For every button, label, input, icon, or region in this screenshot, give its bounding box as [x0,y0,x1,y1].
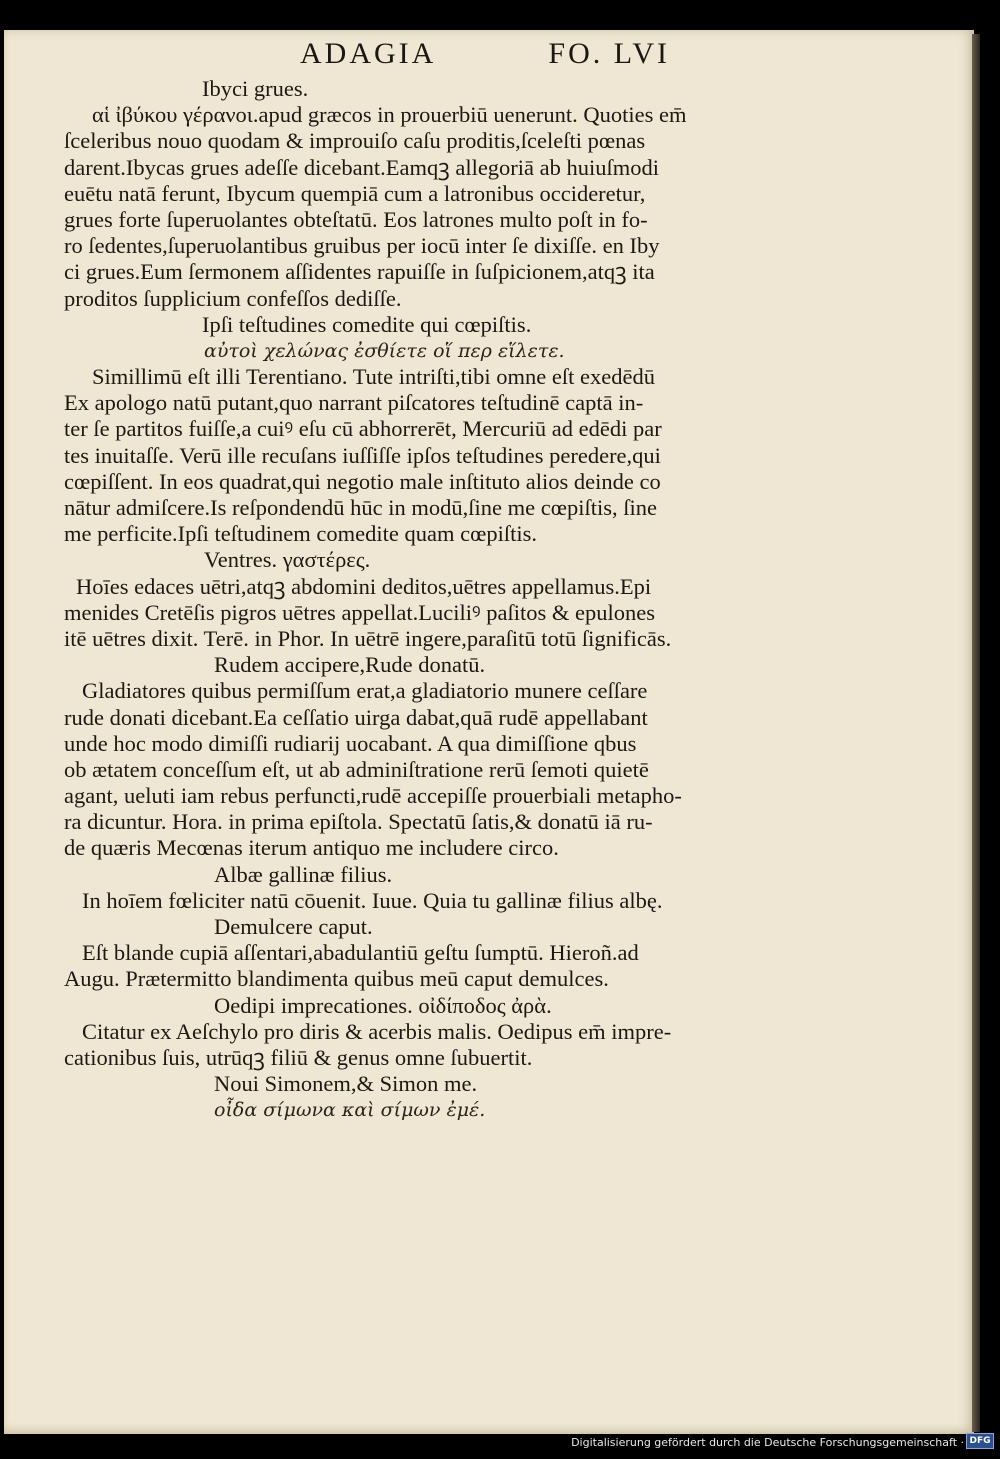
text-line: cationibus ſuis, utrūqꝫ filiū & genus omne ſubuertit. [64,1044,533,1070]
text-line: ra dicuntur. Hora. in prima epiſtola. Spectatū ſatis,& donatū iā ru- [64,809,653,835]
text-line: rude donati dicebant.Ea ceſſatio uirga dabat,quā rudē appellabant [64,704,648,730]
heading-ventres: Ventres. γαστέρες. [204,547,371,573]
text-line: de quæris Mecœnas iterum antiquo me includere circo. [64,835,559,861]
text-line: euētu natā ferunt, Ibycum quempiā cum a latronibus occideretur, [64,180,646,206]
text-line: proditos ſupplicium confeſſos dediſſe. [64,285,402,311]
text-line: agant, ueluti iam rebus perfuncti,rudē accepiſſe prouerbiali metapho- [64,783,682,809]
text-line: Augu. Prætermitto blandimenta quibus meū caput demulces. [64,966,609,992]
heading-noui-simonem: Noui Simonem,& Simon me. [214,1071,478,1097]
text-line: Gladiatores quibus permiſſum erat,a gladiatorio munere ceſſare [82,678,648,704]
text-line: tes inuitaſſe. Verū ille recuſans iuſſiſſe ipſos teſtudines peredere,qui [64,442,661,468]
folio-number: FO. LVI [548,37,670,70]
heading-oedipi: Oedipi imprecationes. οἰδίποδος ἀρὰ. [214,992,552,1018]
text-line: Citatur ex Aeſchylo pro diris & acerbis malis. Oedipus em̄ impre- [82,1018,672,1044]
text-line: unde hoc modo dimiſſi rudiarij uocabant. A qua dimiſſione qbus [64,730,637,756]
text-line: ter ſe partitos fuiſſe,a cuiꝰ eſu cū abhorrerēt, Mercuriū ad edēdi par [64,416,662,442]
text-line: Hoīes edaces uētri,atqꝫ abdomini deditos,uētres appellamus.Epi [76,573,652,599]
footer-credit: Digitalisierung gefördert durch die Deutsche Forschungsgemeinschaft · [571,1436,964,1449]
running-header [300,34,670,74]
heading-demulcere: Demulcere caput. [214,914,373,939]
greek-line: αὐτοὶ χελώνας ἐσθίετε οἵ περ εἵλετε. [204,339,565,362]
text-body [64,76,764,1124]
heading-ibyci: Ibyci grues. [202,76,309,101]
heading-testudines: Ipſi teſtudines comedite qui cœpiſtis. [202,311,532,337]
footer-bar [0,1431,1000,1451]
text-line: nātur admiſcere.Is reſpondendū hūc in modū,ſine me cœpiſtis, ſine [64,495,657,520]
text-line: ro ſedentes,ſuperuolantibus gruibus per iocū inter ſe dixiſſe. en Iby [64,233,660,259]
greek-line: οἶδα σίμωνα καὶ σίμων ἐμέ. [214,1099,486,1122]
header-title: ADAGIA [300,37,437,70]
dfg-logo-icon: DFG [966,1433,994,1449]
heading-rudem: Rudem accipere,Rude donatū. [214,652,486,678]
text-line: αἱ ἰβύκου γέρανοι.apud græcos in prouerbiū uenerunt. Quoties em̄ [92,102,687,128]
text-line: Ex apologo natū putant,quo narrant piſcatores teſtudinē captā in- [64,390,644,416]
text-line: Eſt blande cupiā aſſentari,abadulantiū geſtu ſumptū. Hieroñ.ad [82,940,639,966]
text-line: darent.Ibycas grues adeſſe dicebant.Eamqꝫ allegoriā ab huiuſmodi [64,154,660,180]
page-edge [972,34,980,1432]
heading-albae: Albæ gallinæ filius. [214,861,393,887]
text-line: ob ætatem conceſſum eſt, ut ab adminiſtratione rerū ſemoti quietē [64,756,649,782]
text-line: Simillimū eſt illi Terentiano. Tute intriſti,tibi omne eſt exedēdū [92,364,655,390]
text-line: cœpiſſent. In eos quadrat,qui negotio male inſtituto alios deinde co [64,468,661,494]
text-line: ſceleribus nouo quodam & improuiſo caſu proditis,ſceleſti pœnas [64,128,646,154]
text-line: grues forte ſuperuolantes obteſtatū. Eos latrones multo poſt in fo- [64,206,648,232]
text-line: menides Cretēſis pigros uētres appellat.Luciliꝰ paſitos & epulones [64,599,655,625]
text-line: ci grues.Eum ſermonem aſſidentes rapuiſſe in ſuſpicionem,atqꝫ ita [64,259,655,285]
text-line: itē uētres dixit. Terē. in Phor. In uētrē ingere,paraſitū totū ſignificās. [64,625,672,651]
text-line: me perficite.Ipſi teſtudinem comedite quam cœpiſtis. [64,521,537,547]
text-line: In hoīem fœliciter natū cōuenit. Iuue. Quia tu gallinæ filius albę. [82,887,663,913]
